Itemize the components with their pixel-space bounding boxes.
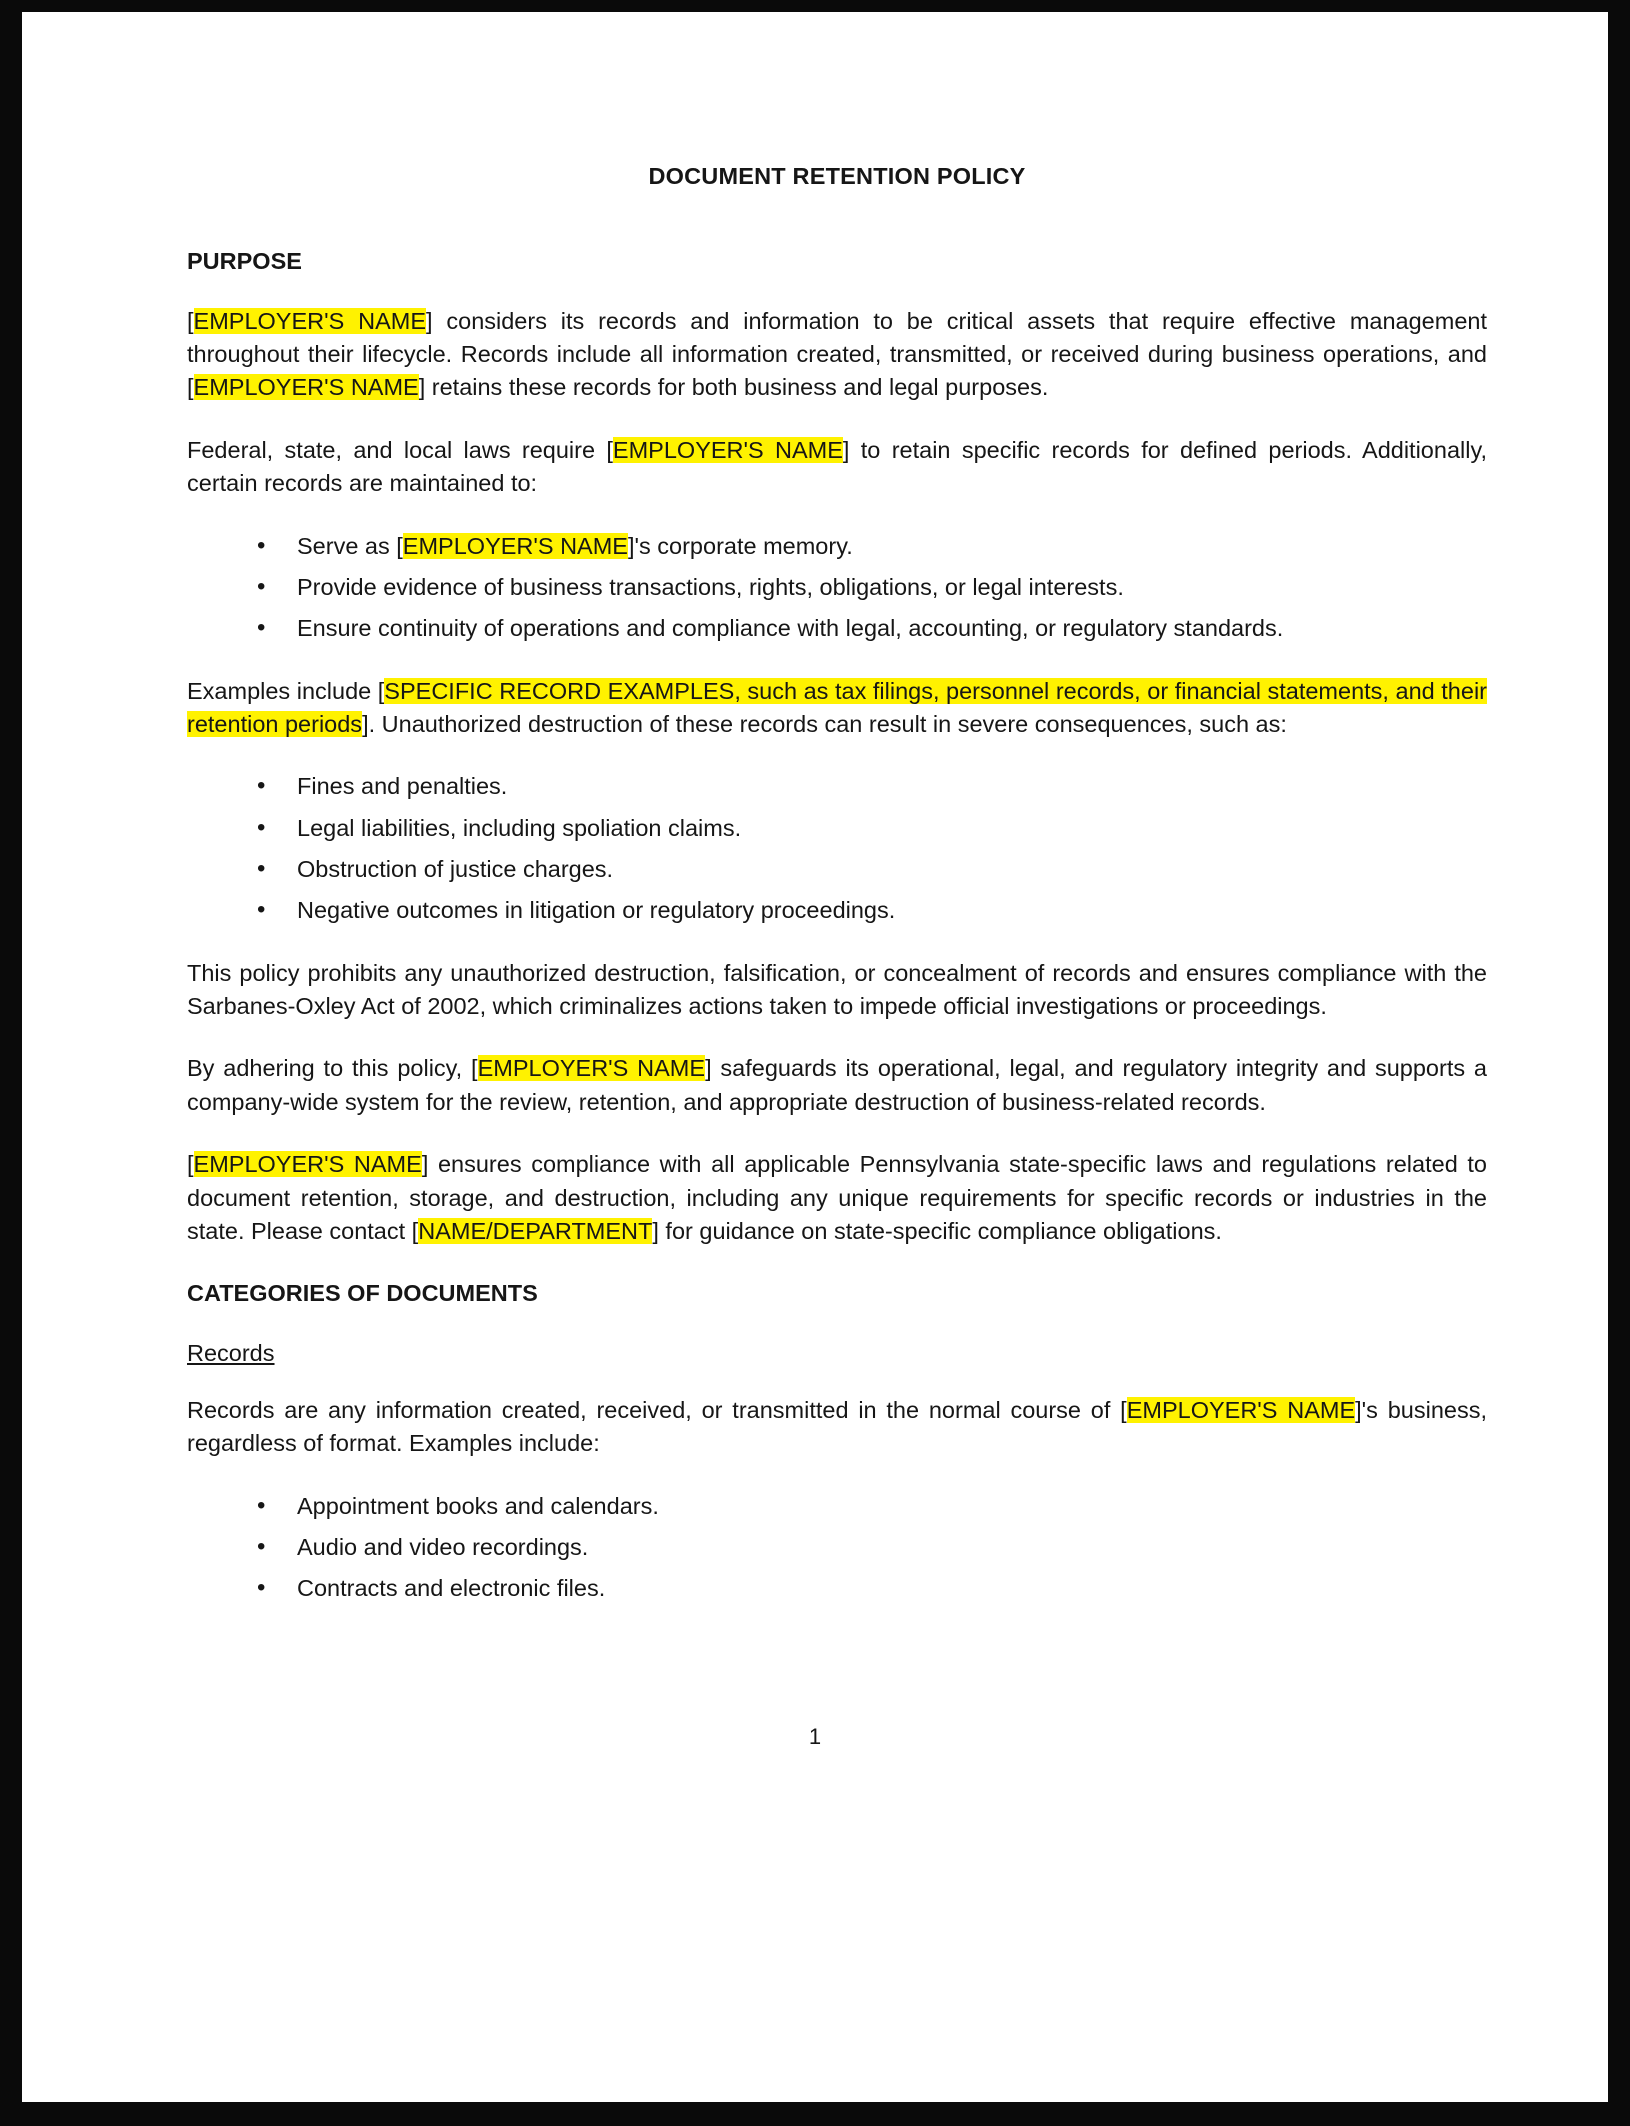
list-consequences — [187, 770, 1487, 927]
text-fragment: ] for guidance on state-specific compliance obligations. — [652, 1217, 1222, 1244]
text-fragment: Examples include [ — [187, 677, 385, 704]
list-item: • Negative outcomes in litigation or regulatory proceedings. — [235, 894, 1487, 927]
text-fragment: ] ensures compliance with all applicable Pennsylvania state-specific laws and regulations related to document retention, storage, and destruction, including any unique requirements for specific records or industries in the state. Please contact [ — [187, 1151, 1487, 1244]
list-item — [235, 530, 1487, 563]
paragraph-purpose-2 — [187, 434, 1487, 501]
list-item: • Provide evidence of business transactions, rights, obligations, or legal interests. — [235, 571, 1487, 604]
paragraph-purpose-1 — [187, 305, 1487, 405]
subheading-records: Records — [187, 1339, 275, 1366]
text-fragment: ]'s business, regardless of format. Examples include: — [187, 1396, 1487, 1457]
section-heading-purpose: PURPOSE — [187, 248, 302, 275]
text-fragment: [ — [187, 307, 194, 334]
list-item: • Obstruction of justice charges. — [235, 853, 1487, 886]
paragraph-adherence — [187, 1052, 1487, 1119]
page-title: DOCUMENT RETENTION POLICY — [648, 163, 1026, 189]
text-fragment: ] safeguards its operational, legal, and regulatory integrity and supports a company-wide system for the review, retention, and appropriate destruction of business-related records. — [187, 1055, 1487, 1115]
highlight-employer-name: EMPLOYER'S NAME — [193, 1151, 422, 1178]
text-fragment: ]. Unauthorized destruction of these records can result in severe consequences, such as: — [362, 710, 1287, 737]
list-item: • Audio and video recordings. — [235, 1531, 1487, 1564]
text-fragment: Serve as [ — [297, 532, 403, 559]
paragraph-examples — [187, 675, 1487, 742]
paragraph-state-compliance — [187, 1148, 1487, 1248]
document-body — [187, 160, 1487, 1635]
text-fragment: Records are any information created, received, or transmitted in the normal course of [ — [187, 1396, 1127, 1423]
list-item: • Fines and penalties. — [235, 770, 1487, 803]
text-fragment: ] considers its records and information to be critical assets that require effective management throughout their lifecycle. Records include all information created, transmitted, or received during business operations, and [ — [187, 307, 1487, 401]
text-fragment: ]'s corporate memory. — [627, 532, 853, 559]
document-page — [22, 12, 1608, 2102]
text-fragment: ] to retain specific records for defined periods. Additionally, certain records are maintained to: — [187, 436, 1487, 497]
section-heading-categories: CATEGORIES OF DOCUMENTS — [187, 1280, 538, 1307]
highlight-employer-name: EMPLOYER'S NAME — [612, 436, 843, 463]
highlight-name-department: NAME/DEPARTMENT — [418, 1217, 653, 1244]
highlight-employer-name: EMPLOYER'S NAME — [193, 307, 427, 334]
text-fragment: By adhering to this policy, [ — [187, 1055, 478, 1082]
list-record-examples — [187, 1490, 1487, 1606]
text-fragment: [ — [187, 1151, 194, 1178]
list-maintained-to — [187, 530, 1487, 646]
highlight-employer-name: EMPLOYER'S NAME — [477, 1055, 706, 1082]
paragraph-records-definition — [187, 1394, 1487, 1461]
list-item: • Contracts and electronic files. — [235, 1572, 1487, 1605]
highlight-employer-name: EMPLOYER'S NAME — [402, 532, 628, 559]
list-item: • Appointment books and calendars. — [235, 1490, 1487, 1523]
text-fragment: Federal, state, and local laws require [ — [187, 436, 613, 463]
text-fragment: ] retains these records for both business and legal purposes. — [418, 374, 1049, 401]
list-item: • Ensure continuity of operations and compliance with legal, accounting, or regulatory standards. — [235, 612, 1487, 645]
page-number: 1 — [808, 1724, 822, 1749]
paragraph-prohibition: This policy prohibits any unauthorized destruction, falsification, or concealment of records and ensures compliance with the Sarbanes-Oxley Act of 2002, which criminalizes actions taken to impede official investigations or proceedings. — [187, 959, 1487, 1020]
list-item: • Legal liabilities, including spoliation claims. — [235, 812, 1487, 845]
highlight-employer-name: EMPLOYER'S NAME — [1126, 1396, 1356, 1423]
highlight-employer-name: EMPLOYER'S NAME — [193, 374, 419, 401]
highlight-specific-record-examples: SPECIFIC RECORD EXAMPLES, such as tax filings, personnel records, or financial statements, and their retention periods — [187, 677, 1487, 737]
